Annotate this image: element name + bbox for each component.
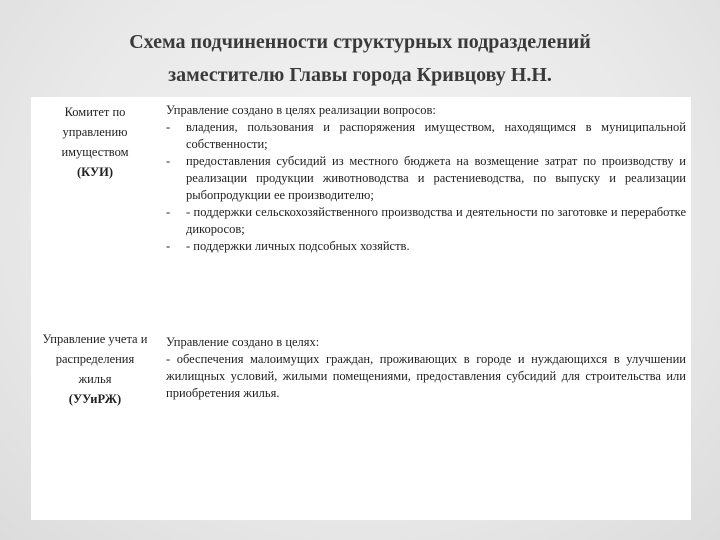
- description-intro: Управление создано в целях:: [166, 335, 320, 349]
- list-item: - - поддержки личных подсобных хозяйств.: [166, 238, 686, 255]
- unit-name-line: жилья: [78, 372, 112, 386]
- title-line-2: заместителю Главы города Кривцову Н.Н.: [168, 64, 552, 86]
- list-item: - владения, пользования и распоряжения имуществом, находящимся в муниципальной собственности;: [166, 119, 686, 153]
- unit-name-line: Управление учета и: [42, 332, 148, 346]
- page-title: [40, 26, 680, 92]
- table-row: [31, 97, 691, 322]
- unit-name-line: имуществом: [61, 145, 129, 159]
- unit-name-cell: [31, 329, 159, 409]
- unit-abbreviation: (КУИ): [76, 165, 114, 179]
- unit-name-line: управлению: [62, 125, 128, 139]
- title-line-1: Схема подчиненности структурных подразделений: [129, 31, 591, 53]
- unit-name-cell: [31, 102, 159, 182]
- description-intro: Управление создано в целях реализации вопросов:: [166, 103, 436, 117]
- unit-description-cell: [166, 334, 686, 402]
- list-item: - - поддержки сельскохозяйственного производства и деятельности по заготовке и переработке дикоросов;: [166, 204, 686, 238]
- unit-abbreviation: (УУиРЖ): [68, 392, 122, 406]
- description-text: - обеспечения малоимущих граждан, проживающих в городе и нуждающихся в улучшении жилищных условий, жилыми помещениями, предоставления субсидий для строительства или приобретения жилья.: [166, 352, 686, 400]
- unit-name-line: распределения: [55, 352, 135, 366]
- table-row: [31, 329, 691, 519]
- description-list: [166, 119, 686, 255]
- list-item: - предоставления субсидий из местного бюджета на возмещение затрат по производству и реализации продукции животноводства и растениеводства, по выпуску и реализации рыбопродукции ее производителю;: [166, 153, 686, 204]
- unit-description-cell: [166, 102, 686, 255]
- subordination-table: [31, 97, 691, 520]
- unit-name-line: Комитет по: [64, 105, 126, 119]
